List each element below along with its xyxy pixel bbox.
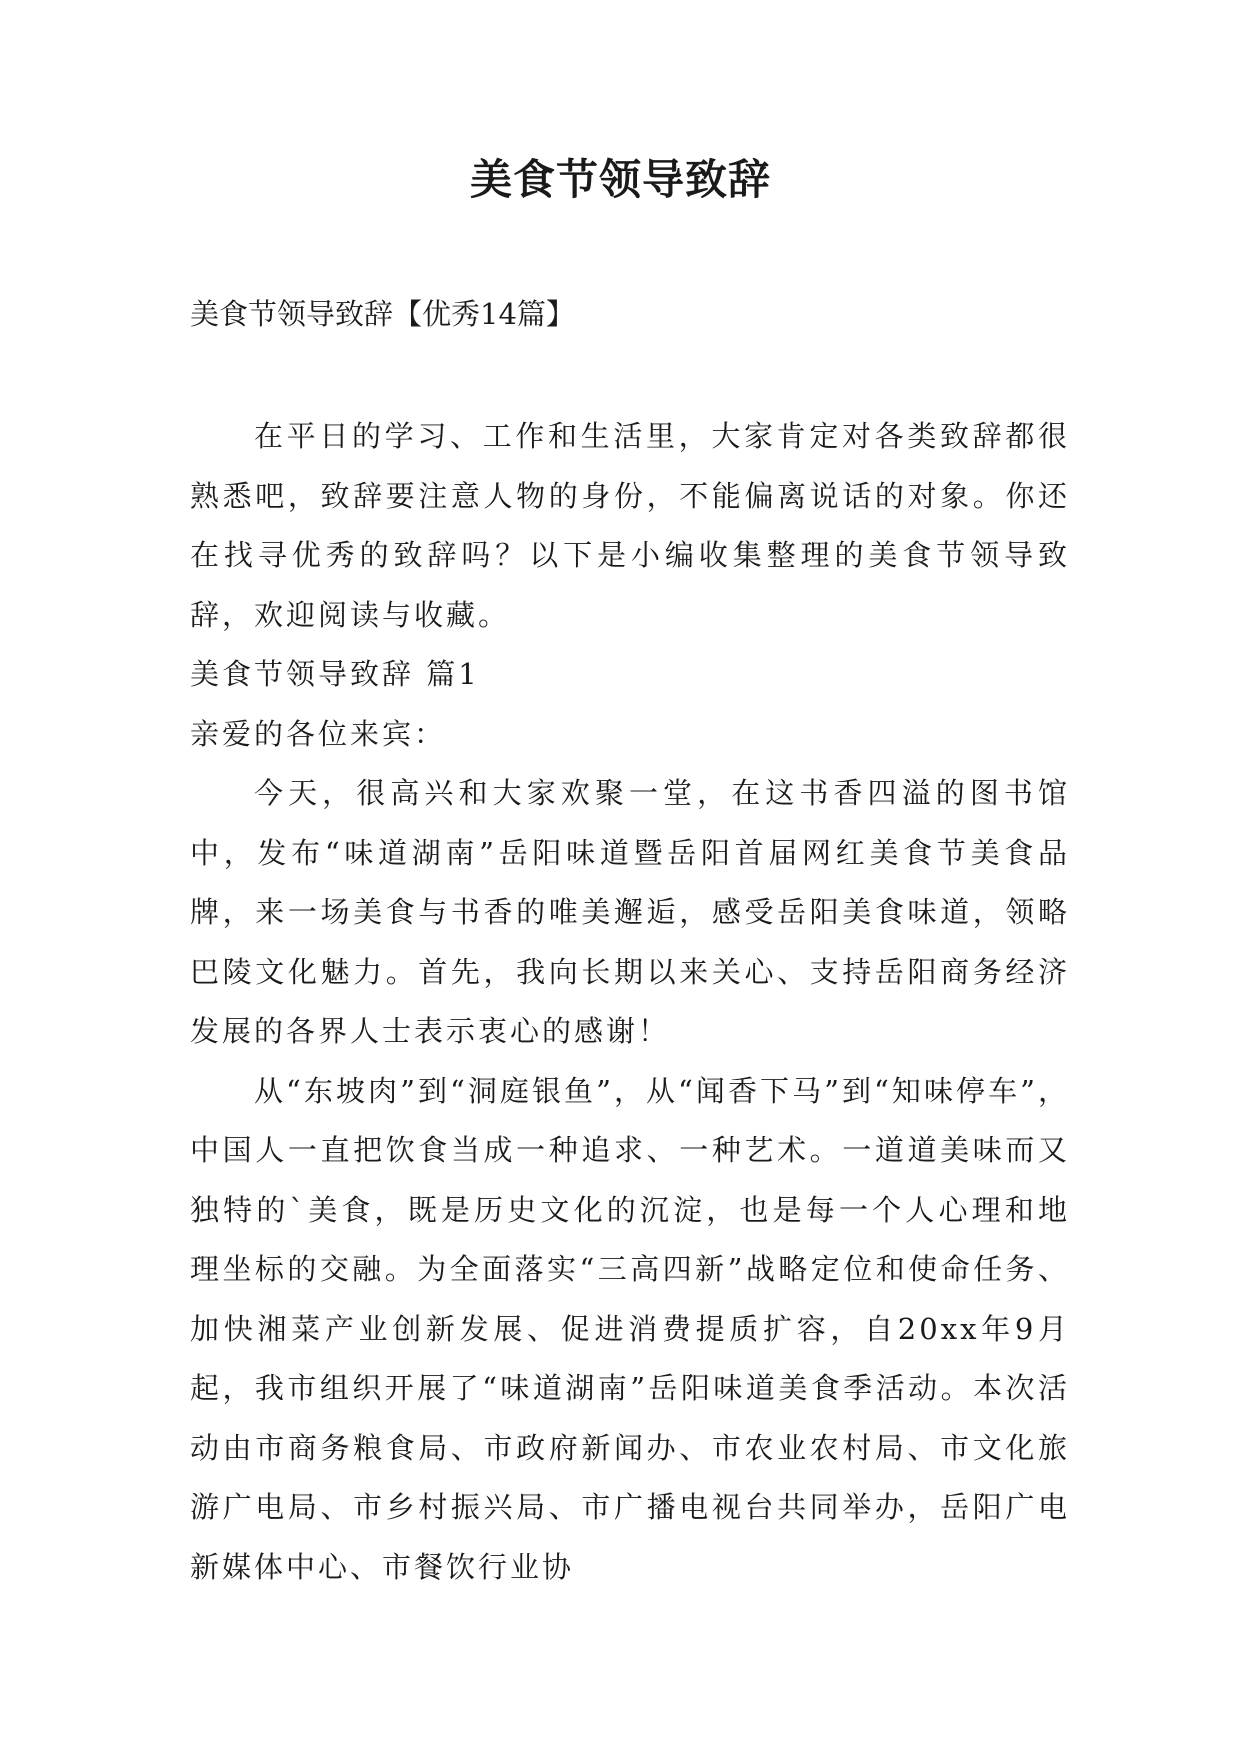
section-heading: 美食节领导致辞 篇1 <box>190 657 480 691</box>
document-body <box>190 407 1070 1597</box>
body-paragraph: 今天，很高兴和大家欢聚一堂，在这书香四溢的图书馆中，发布“味道湖南”岳阳味道暨岳阳首届网红美食节美食品牌，来一场美食与书香的唯美邂逅，感受岳阳美食味道，领略巴陵文化魅力。首先，我向长期以来关心、支持岳阳商务经济发展的各界人士表示衷心的感谢！ <box>190 776 1070 1048</box>
salutation: 亲爱的各位来宾： <box>190 716 447 751</box>
body-paragraph: 从“东坡肉”到“洞庭银鱼”，从“闻香下马”到“知味停车”，中国人一直把饮食当成一种追求、一种艺术。一道道美味而又独特的`美食，既是历史文化的沉淀，也是每一个人心理和地理坐标的交融。为全面落实“三高四新”战略定位和使命任务、加快湘菜产业创新发展、促进消费提质扩容，自20xx年9月起，我市组织开展了“味道湖南”岳阳味道美食季活动。本次活动由市商务粮食局、市政府新闻办、市农业农村局、市文化旅游广电局、市乡村振兴局、市广播电视台共同举办，岳阳广电新媒体中心、市餐饮行业协 <box>190 1073 1070 1584</box>
document-subtitle: 美食节领导致辞【优秀14篇】 <box>190 297 575 331</box>
intro-paragraph: 在平日的学习、工作和生活里，大家肯定对各类致辞都很熟悉吧，致辞要注意人物的身份，不能偏离说话的对象。你还在找寻优秀的致辞吗？以下是小编收集整理的美食节领导致辞，欢迎阅读与收藏。 <box>190 419 1070 632</box>
document-title: 美食节领导致辞 <box>469 155 771 204</box>
